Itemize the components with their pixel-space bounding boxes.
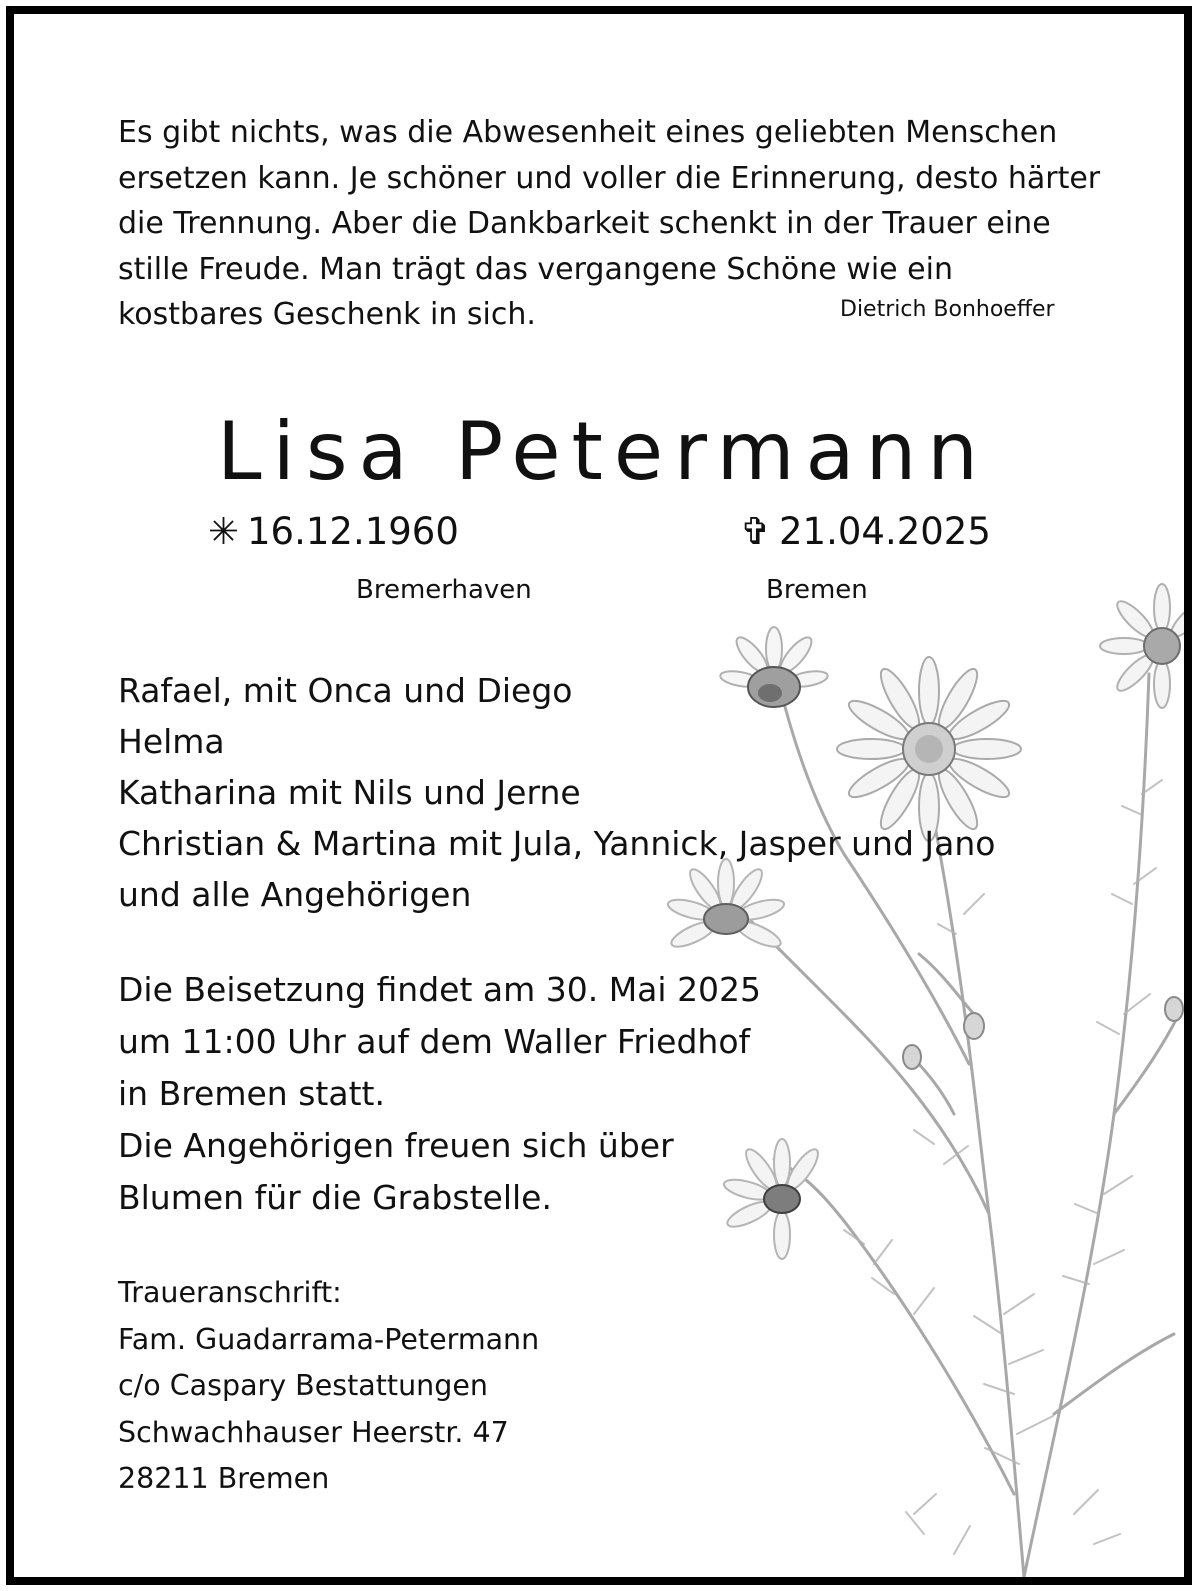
family-member: Rafael, mit Onca und Diego <box>118 671 573 710</box>
burial-line: Die Beisetzung findet am 30. Mai 2025 <box>118 970 762 1009</box>
family-member: Helma <box>118 722 225 761</box>
address-line: c/o Caspary Bestattungen <box>118 1369 488 1402</box>
death-place: Bremen <box>766 575 868 605</box>
quote-line: Es gibt nichts, was die Abwesenheit eines geliebten Menschen <box>118 115 1058 150</box>
address-line: Schwachhauser Heerstr. 47 <box>118 1415 509 1449</box>
family-list <box>118 665 995 920</box>
burial-info <box>118 964 761 1224</box>
deceased-name: Lisa Petermann <box>217 405 989 498</box>
family-member: Katharina mit Nils und Jerne <box>118 773 581 812</box>
quote-author: Dietrich Bonhoeffer <box>840 297 1055 322</box>
obituary-frame <box>6 6 1192 1585</box>
quote-line: ersetzen kann. Je schöner und voller die Erinnerung, desto härter <box>118 160 1101 196</box>
address-line: Fam. Guadarrama-Petermann <box>118 1322 540 1356</box>
quote-line: die Trennung. Aber die Dankbarkeit schenkt in der Trauer eine <box>118 206 1051 241</box>
birth-star-icon: ✳ <box>208 510 240 553</box>
burial-line: Die Angehörigen freuen sich über <box>118 1126 674 1165</box>
mourning-address <box>118 1270 539 1503</box>
birth-date-row <box>208 509 459 555</box>
quote-line: stille Freude. Man trägt das vergangene Schöne wie ein <box>118 251 953 287</box>
burial-line: Blumen für die Grabstelle. <box>118 1178 552 1217</box>
address-line: Traueranschrift: <box>118 1276 342 1309</box>
death-date-row <box>740 509 991 555</box>
quote-line: kostbares Geschenk in sich. <box>118 297 536 332</box>
family-member: und alle Angehörigen <box>118 875 472 914</box>
address-line: 28211 Bremen <box>118 1462 330 1495</box>
death-date: 21.04.2025 <box>779 510 991 553</box>
death-cross-icon: ✞ <box>740 510 772 553</box>
birth-date: 16.12.1960 <box>247 510 459 553</box>
birth-place: Bremerhaven <box>356 575 532 605</box>
quote-block <box>118 110 1101 338</box>
burial-line: in Bremen statt. <box>118 1074 385 1113</box>
family-member: Christian & Martina mit Jula, Yannick, Jasper und Jano <box>118 824 996 863</box>
burial-line: um 11:00 Uhr auf dem Waller Friedhof <box>118 1022 751 1061</box>
